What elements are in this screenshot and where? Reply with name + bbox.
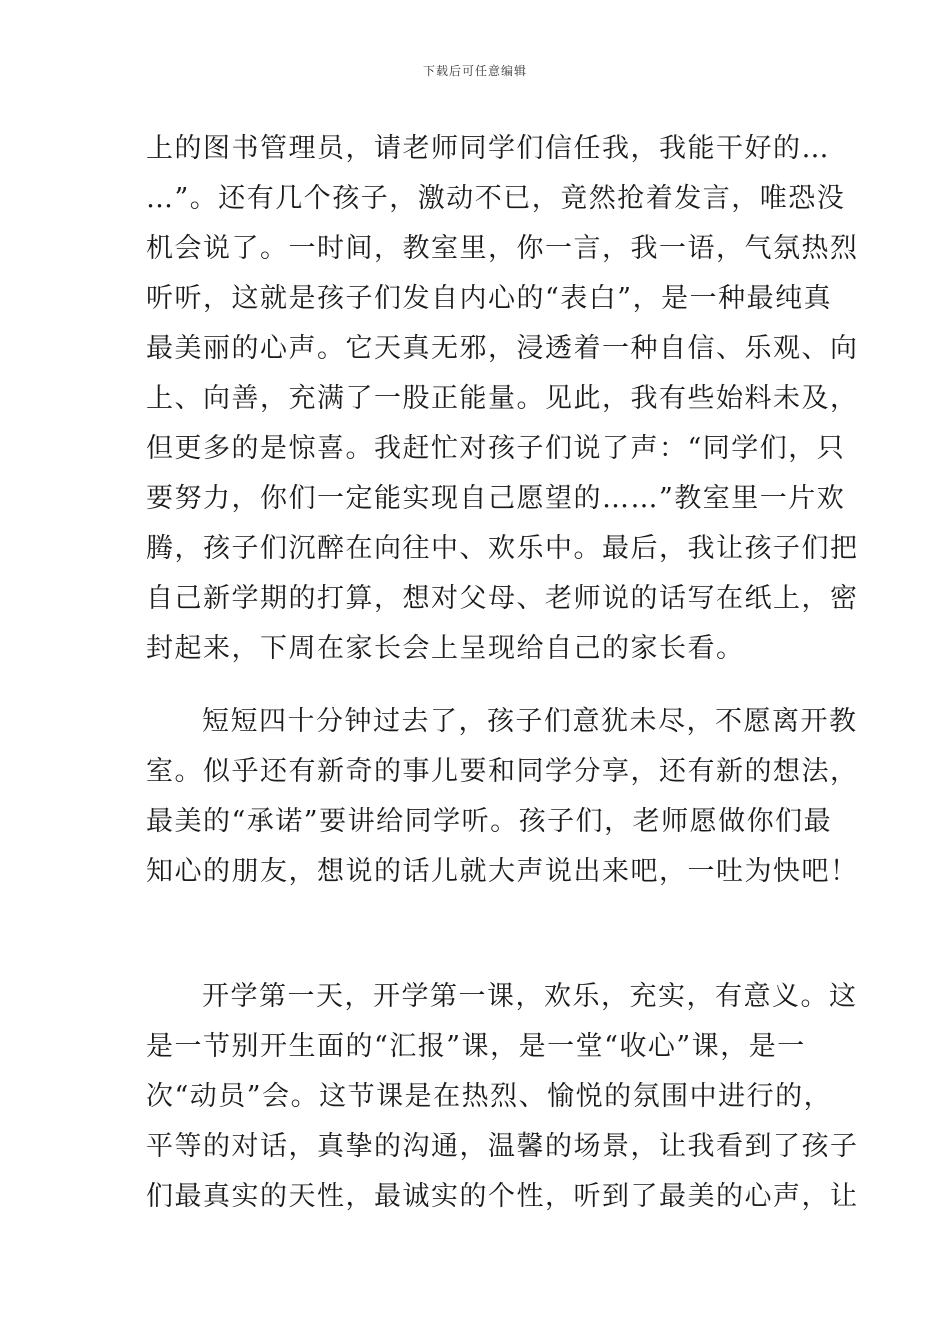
text-line: 机会说了。一时间，教室里，你一言，我一语，气氛热烈 [146,233,859,264]
text-line: 自己新学期的打算，想对父母、老师说的话写在纸上，密 [146,583,859,614]
text-line: 最美丽的心声。它天真无邪，浸透着一种自信、乐观、向 [146,333,859,364]
text-line: …”。还有几个孩子，激动不已，竟然抢着发言，唯恐没 [146,183,846,214]
text-line: 听听，这就是孩子们发自内心的“表白”，是一种最纯真 [146,283,833,314]
text-line: 次“动员”会。这节课是在热烈、愉悦的氛围中进行的， [146,1081,833,1112]
text-line: 们最真实的天性，最诚实的个性，听到了最美的心声，让 [146,1181,859,1212]
text-line: 开学第一天，开学第一课，欢乐，充实，有意义。这 [202,981,858,1012]
text-line: 腾，孩子们沉醉在向往中、欢乐中。最后，我让孩子们把 [146,533,859,564]
text-line: 室。似乎还有新奇的事儿要和同学分享，还有新的想法， [146,756,859,787]
page-header: 下载后可任意编辑 [422,64,527,78]
text-line: 但更多的是惊喜。我赶忙对孩子们说了声：“同学们，只 [146,433,846,464]
text-line: 最美的“承诺”要讲给同学听。孩子们，老师愿做你们最 [146,806,833,837]
paragraph-2 [146,697,859,897]
text-line: 上的图书管理员，请老师同学们信任我，我能干好的… [146,133,830,164]
text-line: 是一节别开生面的“汇报”课，是一堂“收心”课，是一 [146,1031,806,1062]
text-line: 平等的对话，真挚的沟通，温馨的场景，让我看到了孩子 [146,1131,859,1162]
paragraph-1 [146,124,859,674]
text-line: 上、向善，充满了一股正能量。见此，我有些始料未及， [146,383,859,414]
text-line: 封起来，下周在家长会上呈现给自己的家长看。 [146,633,745,664]
text-line: 要努力，你们一定能实现自己愿望的……”教室里一片欢 [146,483,846,514]
text-line: 短短四十分钟过去了，孩子们意犹未尽，不愿离开教 [202,706,858,737]
text-line: 知心的朋友，想说的话儿就大声说出来吧，一吐为快吧！ [146,856,859,887]
paragraph-3 [146,972,859,1222]
